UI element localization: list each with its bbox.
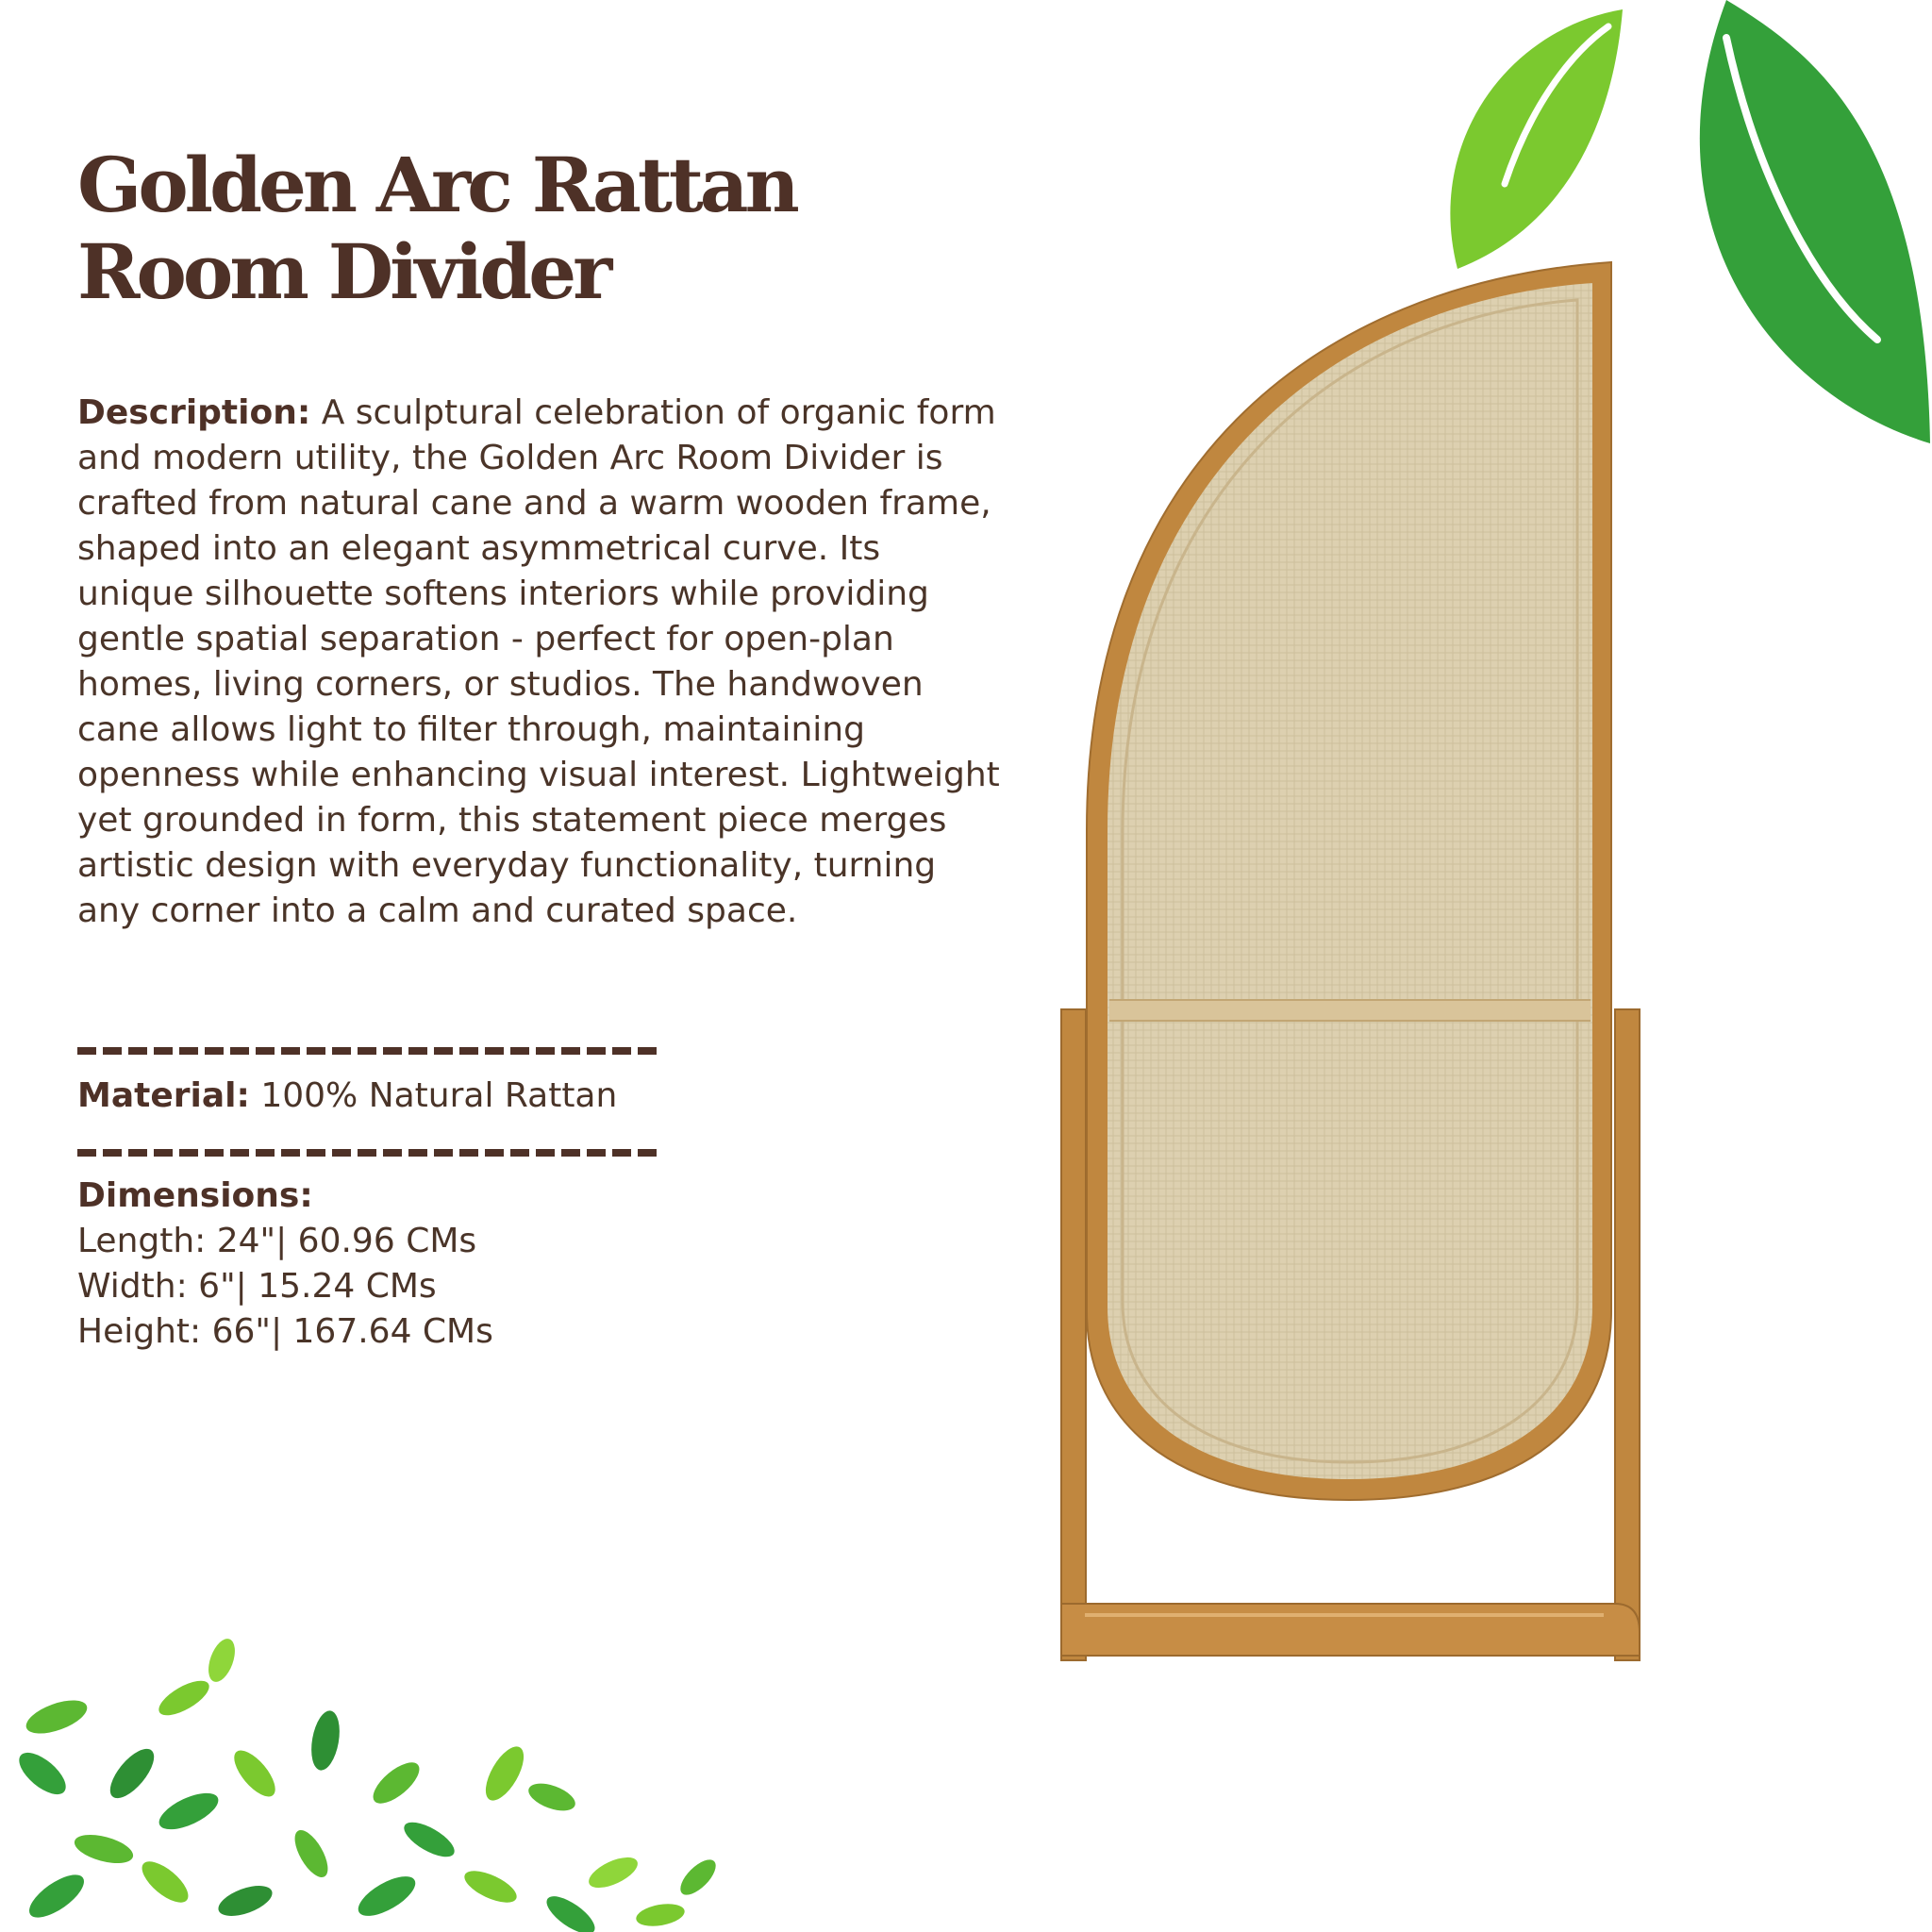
material-value: 100% Natural Rattan bbox=[260, 1076, 618, 1115]
description-text: A sculptural celebration of organic form and modern utility, the Golden Arc Room Divider is crafted from natural cane and a warm wooden frame, shaped into an elegant asymmetrical curve. Its unique silhouette softens interiors while providing gentle spatial separation - perfect for open-plan homes, living corners, or studios. The handwoven cane allows light to filter through, maintaining openness while enhancing visual interest. Lightweight yet grounded in form, this statement piece merges artistic design with everyday functionality, turning any corner into a calm and curated space. bbox=[77, 393, 1000, 930]
material-label: Material: bbox=[77, 1076, 250, 1115]
material-section bbox=[77, 1074, 1002, 1119]
dimension-length: Length: 24"| 60.96 CMs bbox=[77, 1222, 477, 1260]
dimensions-section bbox=[77, 1174, 1002, 1355]
leaf-decoration-icon bbox=[1441, 0, 1932, 453]
product-title: Golden Arc Rattan Room Divider bbox=[77, 141, 796, 316]
dashed-divider bbox=[77, 1149, 662, 1157]
dimensions-label: Dimensions: bbox=[77, 1176, 313, 1215]
dimension-height: Height: 66"| 167.64 CMs bbox=[77, 1312, 493, 1351]
leaf-cluster-icon bbox=[0, 1630, 755, 1932]
dashed-divider bbox=[77, 1047, 662, 1055]
description-section bbox=[77, 391, 1002, 934]
room-divider-image bbox=[1038, 245, 1660, 1679]
dimension-width: Width: 6"| 15.24 CMs bbox=[77, 1267, 437, 1306]
description-label: Description: bbox=[77, 393, 311, 432]
